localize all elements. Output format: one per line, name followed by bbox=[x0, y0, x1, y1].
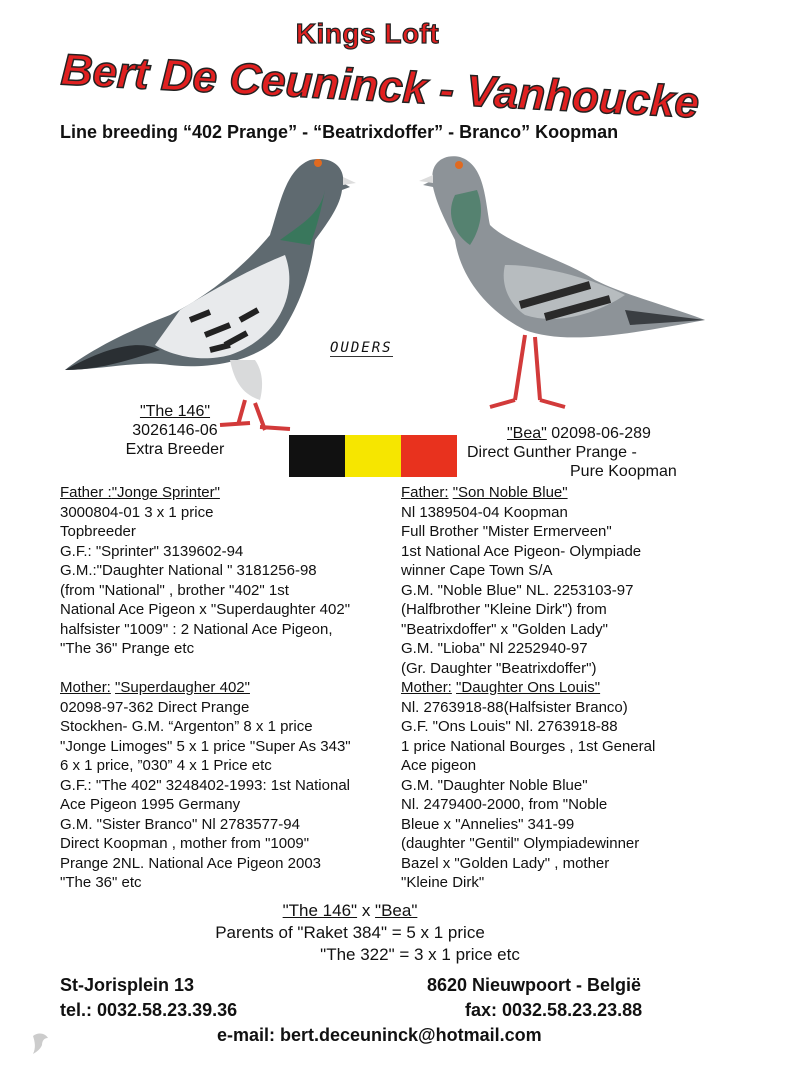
pedigree-line: "Beatrixdoffer" x "Golden Lady" bbox=[401, 620, 608, 638]
left-mother-lines bbox=[60, 698, 351, 893]
pedigree-line: 3000804-01 3 x 1 price bbox=[60, 503, 214, 521]
cross-a: "The 146" bbox=[282, 901, 358, 920]
cross-x: x bbox=[361, 901, 371, 920]
cross-summary bbox=[0, 900, 700, 966]
right-father-head: Father: bbox=[401, 484, 449, 501]
pedigree-line: (from "National" , brother "402" 1st bbox=[60, 581, 289, 599]
flag-yellow-stripe bbox=[345, 435, 401, 477]
pedigree-line: Prange 2NL. National Ace Pigeon 2003 bbox=[60, 854, 322, 872]
pedigree-line: Bleue x "Annelies" 341-99 bbox=[401, 815, 575, 833]
cock-caption bbox=[100, 402, 250, 459]
pedigree-line: 6 x 1 price, ”030” 4 x 1 Price etc bbox=[60, 757, 272, 774]
flag-red-stripe bbox=[401, 435, 457, 477]
right-father-name: "Son Noble Blue" bbox=[452, 484, 568, 501]
pedigree-line: Nl 1389504-04 Koopman bbox=[401, 503, 568, 521]
pedigree-line: Direct Koopman , mother from "1009" bbox=[60, 835, 310, 852]
cock-name: "The 146" bbox=[139, 403, 211, 420]
left-mother-head: Mother: bbox=[60, 679, 111, 696]
pedigree-line: G.M. "Lioba" Nl 2252940-97 bbox=[401, 640, 588, 657]
hen-line1: Direct Gunther Prange - bbox=[467, 444, 637, 461]
subtitle: Line breeding “402 Prange” - “Beatrixdoffer” - Branco” Koopman bbox=[60, 122, 619, 142]
hen-line2: Pure Koopman bbox=[570, 463, 677, 480]
pedigree-line: G.M. "Sister Branco" Nl 2783577-94 bbox=[60, 815, 300, 833]
pedigree-line: Stockhen- G.M. “Argenton” 8 x 1 price bbox=[60, 718, 313, 735]
pedigree-line: (Halfbrother "Kleine Dirk") from bbox=[401, 601, 607, 618]
flag-black-stripe bbox=[289, 435, 345, 477]
ouders-handwritten-label: OUDERS bbox=[330, 340, 393, 356]
left-father-name: "Jonge Sprinter" bbox=[111, 484, 220, 501]
pedigree-line: G.F. "Ons Louis" Nl. 2763918-88 bbox=[401, 718, 618, 735]
left-father-head: Father : bbox=[60, 484, 112, 501]
cross-line2: Parents of "Raket 384" = 5 x 1 price bbox=[215, 923, 485, 942]
cross-b: "Bea" bbox=[375, 901, 418, 920]
hen-pedigree bbox=[401, 483, 655, 893]
pedigree-line: Full Brother "Mister Ermerveen" bbox=[401, 523, 612, 540]
pedigree-line: Ace Pigeon 1995 Germany bbox=[60, 796, 241, 813]
address-city: 8620 Nieuwpoort - België bbox=[427, 975, 642, 995]
pedigree-line: Nl. 2479400-2000, from "Noble bbox=[401, 796, 608, 813]
pedigree-line: (Gr. Daughter "Beatrixdoffer") bbox=[401, 659, 597, 677]
pedigree-line: 1st National Ace Pigeon- Olympiade bbox=[401, 542, 642, 560]
pedigree-line: G.F.: "Sprinter" 3139602-94 bbox=[60, 542, 244, 560]
cock-pedigree bbox=[60, 483, 351, 893]
pedigree-line: winner Cape Town S/A bbox=[401, 562, 553, 579]
fax: fax: 0032.58.23.23.88 bbox=[465, 1000, 643, 1020]
pedigree-line: G.F.: "The 402" 3248402-1993: 1st National bbox=[60, 776, 351, 794]
hen-name: "Bea" bbox=[507, 425, 547, 442]
pedigree-line: 02098-97-362 Direct Prange bbox=[60, 698, 250, 716]
right-mother-lines bbox=[401, 698, 655, 893]
cock-ring: 3026146-06 bbox=[132, 422, 218, 439]
watermark-bird-icon bbox=[30, 1030, 52, 1056]
right-mother-head: Mother: bbox=[401, 679, 452, 696]
email: e-mail: bert.deceuninck@hotmail.com bbox=[217, 1025, 542, 1045]
hen-ring: 02098-06-289 bbox=[551, 425, 651, 442]
telephone: tel.: 0032.58.23.39.36 bbox=[60, 1000, 238, 1020]
pedigree-line: "Jonge Limoges" 5 x 1 price "Super As 343" bbox=[60, 737, 351, 755]
pedigree-line: Ace pigeon bbox=[401, 757, 477, 774]
belgian-flag bbox=[289, 435, 457, 477]
pedigree-line: Nl. 2763918-88(Halfsister Branco) bbox=[401, 698, 628, 716]
hen-pigeon-image bbox=[415, 145, 715, 425]
cross-line3: "The 322" = 3 x 1 price etc bbox=[320, 945, 520, 964]
right-father-lines bbox=[401, 503, 655, 679]
pedigree-line: "The 36" etc bbox=[60, 874, 142, 891]
left-mother-name: "Superdaugher 402" bbox=[115, 679, 250, 696]
pedigree-line: "Kleine Dirk" bbox=[401, 874, 485, 891]
left-father-lines bbox=[60, 503, 351, 659]
pedigree-line: G.M. "Daughter Noble Blue" bbox=[401, 776, 588, 794]
pedigree-line: 1 price National Bourges , 1st General bbox=[401, 737, 656, 755]
pedigree-line: "The 36" Prange etc bbox=[60, 640, 195, 657]
pedigree-line: Topbreeder bbox=[60, 523, 136, 540]
pedigree-line: Bazel x "Golden Lady" , mother bbox=[401, 854, 610, 872]
pedigree-line: G.M.:"Daughter National " 3181256-98 bbox=[60, 562, 317, 579]
right-mother-name: "Daughter Ons Louis" bbox=[456, 679, 601, 696]
address-street: St-Jorisplein 13 bbox=[60, 975, 195, 995]
cock-note: Extra Breeder bbox=[125, 441, 225, 458]
pedigree-line: (daughter "Gentil" Olympiadewinner bbox=[401, 835, 640, 852]
loft-name: Kings Loft bbox=[295, 18, 440, 49]
pedigree-line: G.M. "Noble Blue" NL. 2253103-97 bbox=[401, 581, 634, 599]
hen-caption bbox=[467, 424, 677, 481]
cock-pigeon-image bbox=[60, 145, 360, 435]
pedigree-line: National Ace Pigeon x "Superdaughter 402" bbox=[60, 601, 351, 618]
pedigree-line: halfsister "1009" : 2 National Ace Pigeon, bbox=[60, 620, 333, 638]
owner-name: Bert De Ceuninck - Vanhoucke bbox=[59, 45, 701, 128]
